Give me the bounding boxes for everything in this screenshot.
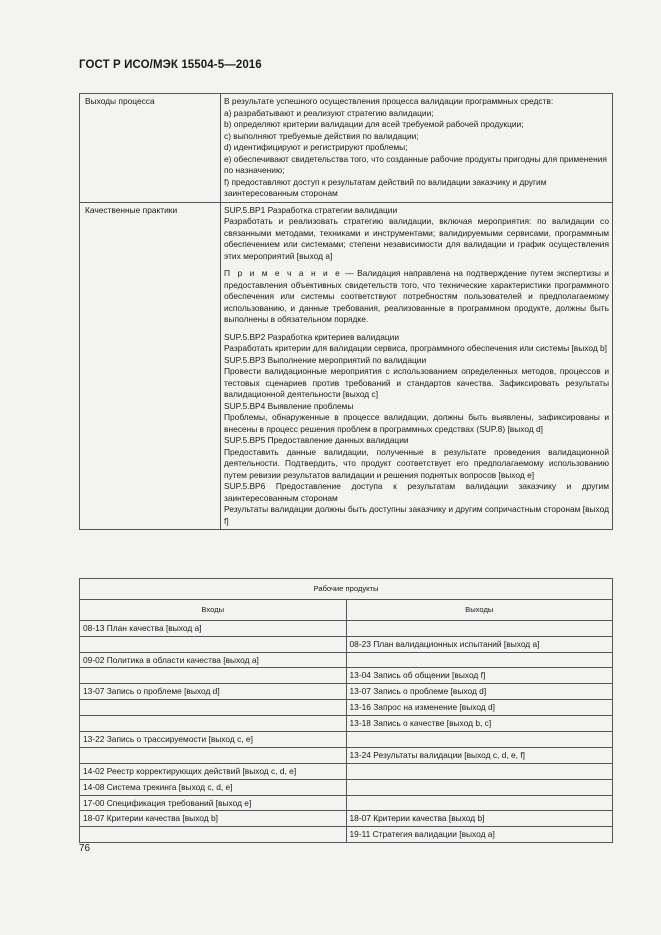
bp3-text: Провести валидационные мероприятия с использованием определенных методов, процессов и тестовых сценариев против требований и стандартов качества. Зафиксировать результаты валидационной деятельности [выход c] (224, 366, 609, 399)
outputs-header: Выходы (346, 599, 613, 620)
table-row (80, 668, 613, 684)
input-cell (80, 747, 347, 763)
output-cell (346, 620, 613, 636)
note-text: — Валидация направлена на подтверждение путем экспертизы и предоставления объективных свидетельств того, что технические характеристики программного обеспечения или системы соответствуют потребностям пользователей и предполагаемому использованию, и данные требования, реализованные в программном продукте, должны быть выполнены в обязательном порядке. (224, 268, 609, 324)
input-cell: 13-07 Запись о проблеме [выход d] (80, 684, 347, 700)
table-row (80, 795, 613, 811)
outputs-line: В результате успешного осуществления процесса валидации программных средств: (224, 96, 554, 106)
output-cell: 19-11 Стратегия валидации [выход a] (346, 827, 613, 843)
table-row (80, 827, 613, 843)
table-row (80, 684, 613, 700)
practices-row (80, 202, 613, 530)
output-cell: 13-18 Запись о качестве [выход b, c] (346, 716, 613, 732)
output-cell: 13-07 Запись о проблеме [выход d] (346, 684, 613, 700)
table-row (80, 652, 613, 668)
outputs-line: e) обеспечивают свидетельства того, что созданные рабочие продукты пригодны для применения по назначению; (224, 153, 607, 175)
table-row (80, 763, 613, 779)
work-products-title: Рабочие продукты (80, 579, 613, 600)
input-cell (80, 827, 347, 843)
output-cell (346, 652, 613, 668)
input-cell: 08-13 План качества [выход a] (80, 620, 347, 636)
outputs-line: b) определяют критерии валидации для всей требуемой рабочей продукции; (224, 119, 524, 129)
output-cell: 13-24 Результаты валидации [выход c, d, e, f] (346, 747, 613, 763)
bp6-text: Результаты валидации должны быть доступны заказчику и другим сопричастным сторонам [выход f] (224, 504, 609, 526)
outputs-line: d) идентифицируют и регистрируют проблемы; (224, 142, 408, 152)
practices-label: Качественные практики (80, 202, 221, 530)
bp4-text: Проблемы, обнаруженные в процессе валидации, должны быть выявлены, зафиксированы и внесены в процесс решения проблем в программных средствах (SUP.8) [выход d] (224, 412, 609, 434)
input-cell (80, 700, 347, 716)
input-cell: 09-02 Политика в области качества [выход a] (80, 652, 347, 668)
input-cell: 14-08 Система трекинга [выход c, d, e] (80, 779, 347, 795)
output-cell (346, 795, 613, 811)
output-cell: 13-16 Запрос на изменение [выход d] (346, 700, 613, 716)
table-row (80, 811, 613, 827)
outputs-line: а) разрабатывают и реализуют стратегию валидации; (224, 107, 434, 118)
note-label: П р и м е ч а н и е (224, 268, 342, 278)
output-cell (346, 763, 613, 779)
bp4-title: SUP.5.BP4 Выявление проблемы (224, 400, 354, 411)
output-cell: 18-07 Критерии качества [выход b] (346, 811, 613, 827)
outputs-cell (221, 94, 613, 203)
practices-cell (221, 202, 613, 530)
input-cell: 18-07 Критерии качества [выход b] (80, 811, 347, 827)
document-header: ГОСТ Р ИСО/МЭК 15504-5—2016 (79, 59, 262, 71)
process-table (79, 93, 613, 530)
bp2-title: SUP.5.BP2 Разработка критериев валидации (224, 331, 400, 342)
bp1-title: SUP.5.BP1 Разработка стратегии валидации (224, 204, 398, 215)
outputs-label: Выходы процесса (80, 94, 221, 203)
table-row (80, 779, 613, 795)
table-row (80, 620, 613, 636)
bp6-title: SUP.5.BP6 Предоставление доступа к результатам валидации заказчику и другим заинтересованным сторонам (224, 481, 609, 503)
outputs-line: c) выполняют требуемые действия по валидации; (224, 130, 419, 141)
output-cell (346, 779, 613, 795)
outputs-row (80, 94, 613, 203)
table-row (80, 747, 613, 763)
bp5-title: SUP.5.BP5 Предоставление данных валидации (224, 435, 409, 445)
table-row (80, 700, 613, 716)
bp1-text: Разработать и реализовать стратегию валидации, включая мероприятия: по валидации со связанными методами, техниками и инструментами; валидируемыми сервисами, программным обеспечением или системами; степени независимости для валидации и график осуществления этих мероприятий [выход a] (224, 216, 609, 261)
output-cell: 08-23 План валидационных испытаний [выход a] (346, 636, 613, 652)
bp5-text: Предоставить данные валидации, полученные в результате проведения валидационной деятельности. Подтвердить, что продукт соответствует его предполагаемому использованию путем ревизии результатов валидации и решения поднятых вопросов [выход e] (224, 446, 609, 480)
input-cell: 17-00 Спецификация требований [выход e] (80, 795, 347, 811)
note (224, 268, 609, 326)
bp3-title: SUP.5.BP3 Выполнение мероприятий по валидации (224, 354, 427, 365)
output-cell (346, 732, 613, 748)
table-row (80, 716, 613, 732)
work-products-body (80, 620, 613, 842)
page-number: 76 (79, 843, 91, 854)
input-cell: 14-02 Реестр корректирующих действий [выход c, d, e] (80, 763, 347, 779)
inputs-header: Входы (80, 599, 347, 620)
bp2-text: Разработать критерии для валидации сервиса, программного обеспечения или системы [выход b] (224, 343, 608, 353)
output-cell: 13-04 Запись об общении [выход f] (346, 668, 613, 684)
outputs-line: f) предоставляют доступ к результатам действий по валидации заказчику и другим заинтересованным сторонам (224, 176, 547, 198)
outputs-list (224, 96, 609, 200)
table-row (80, 636, 613, 652)
input-cell (80, 716, 347, 732)
input-cell: 13-22 Запись о трассируемости [выход c, e] (80, 732, 347, 748)
input-cell (80, 636, 347, 652)
work-products-table (79, 578, 613, 843)
input-cell (80, 668, 347, 684)
table-row (80, 732, 613, 748)
